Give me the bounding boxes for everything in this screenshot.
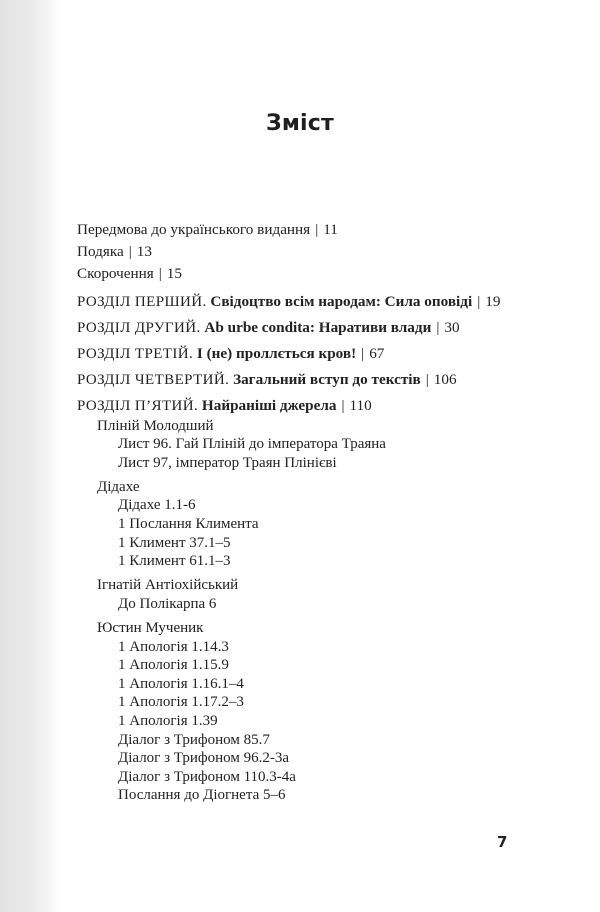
page-number: 7 bbox=[497, 833, 508, 851]
entry-title: Подяка bbox=[77, 243, 124, 260]
separator: | bbox=[158, 265, 162, 282]
chapter-title: І (не) проллється кров! bbox=[196, 344, 357, 362]
entry-page: 19 bbox=[485, 292, 501, 310]
toc-source-item: 1 Климент 61.1–3 bbox=[118, 553, 231, 570]
chapter-title: Ab urbe condita: Наративи влади bbox=[204, 318, 432, 336]
toc-front-entry bbox=[77, 263, 547, 285]
toc-source-item: 1 Апологія 1.39 bbox=[118, 712, 218, 729]
chapter-label: РОЗДІЛ ТРЕТІЙ. bbox=[77, 345, 194, 362]
separator: | bbox=[341, 396, 345, 414]
toc-source-item: Лист 96. Гай Пліній до імператора Траяна bbox=[118, 436, 386, 453]
chapter-label: РОЗДІЛ ДРУГИЙ. bbox=[77, 319, 201, 336]
toc-source-item: Послання до Діогнета 5–6 bbox=[118, 787, 286, 804]
chapter-label: РОЗДІЛ ЧЕТВЕРТИЙ. bbox=[77, 371, 230, 388]
toc-source-item: 1 Апологія 1.15.9 bbox=[118, 657, 229, 674]
toc-source-item: Діалог з Трифоном 96.2-3а bbox=[118, 750, 289, 767]
toc-source-item: 1 Климент 37.1–5 bbox=[118, 534, 231, 551]
separator: | bbox=[477, 292, 481, 310]
entry-page: 67 bbox=[369, 344, 385, 362]
separator: | bbox=[436, 318, 440, 336]
toc-chapter-entry bbox=[77, 369, 547, 391]
chapter-title: Свідоцтво всім народам: Сила оповіді bbox=[210, 292, 473, 310]
toc-source-item: 1 Апологія 1.17.2–3 bbox=[118, 694, 244, 711]
chapter-label: РОЗДІЛ ПЕРШИЙ. bbox=[77, 293, 207, 310]
toc-author: Дідахе bbox=[97, 478, 140, 495]
entry-page: 13 bbox=[136, 243, 152, 260]
chapter-label: РОЗДІЛ П’ЯТИЙ. bbox=[77, 397, 199, 414]
separator: | bbox=[361, 344, 365, 362]
entry-page: 106 bbox=[433, 370, 457, 388]
separator: | bbox=[315, 221, 319, 238]
toc-source-item: Дідахе 1.1-6 bbox=[118, 497, 196, 514]
separator: | bbox=[425, 370, 429, 388]
entry-page: 11 bbox=[323, 221, 338, 238]
separator: | bbox=[128, 243, 132, 260]
entry-page: 15 bbox=[166, 265, 182, 282]
toc-author: Юстин Мученик bbox=[97, 619, 204, 636]
toc-source-item: Лист 97, імператор Траян Плінієві bbox=[118, 454, 337, 471]
page-title: Зміст bbox=[266, 111, 334, 136]
toc-source-item: 1 Апологія 1.16.1–4 bbox=[118, 675, 244, 692]
toc-author: Ігнатій Антіохійський bbox=[97, 577, 239, 594]
entry-page: 110 bbox=[349, 396, 372, 414]
toc-chapter-entry bbox=[77, 343, 547, 365]
entry-title: Скорочення bbox=[77, 265, 154, 282]
toc-front-entry bbox=[77, 219, 547, 241]
toc-front-entry bbox=[77, 241, 547, 263]
toc-author: Пліній Молодший bbox=[97, 417, 214, 434]
chapter-title: Найраніші джерела bbox=[201, 396, 337, 414]
toc-source-item: 1 Послання Климента bbox=[118, 515, 259, 532]
toc-chapter-entry bbox=[77, 291, 547, 313]
toc-source-item: До Полікарпа 6 bbox=[118, 595, 217, 612]
chapter-title: Загальний вступ до текстів bbox=[233, 370, 421, 388]
toc-source-item: Діалог з Трифоном 85.7 bbox=[118, 731, 270, 748]
table-of-contents bbox=[77, 219, 547, 805]
toc-source-item: 1 Апологія 1.14.3 bbox=[118, 638, 229, 655]
entry-page: 30 bbox=[444, 318, 460, 336]
toc-source-item: Діалог з Трифоном 110.3-4а bbox=[118, 768, 296, 785]
entry-title: Передмова до українського видання bbox=[77, 221, 311, 238]
toc-chapter-entry bbox=[77, 395, 547, 417]
toc-chapter-entry bbox=[77, 317, 547, 339]
